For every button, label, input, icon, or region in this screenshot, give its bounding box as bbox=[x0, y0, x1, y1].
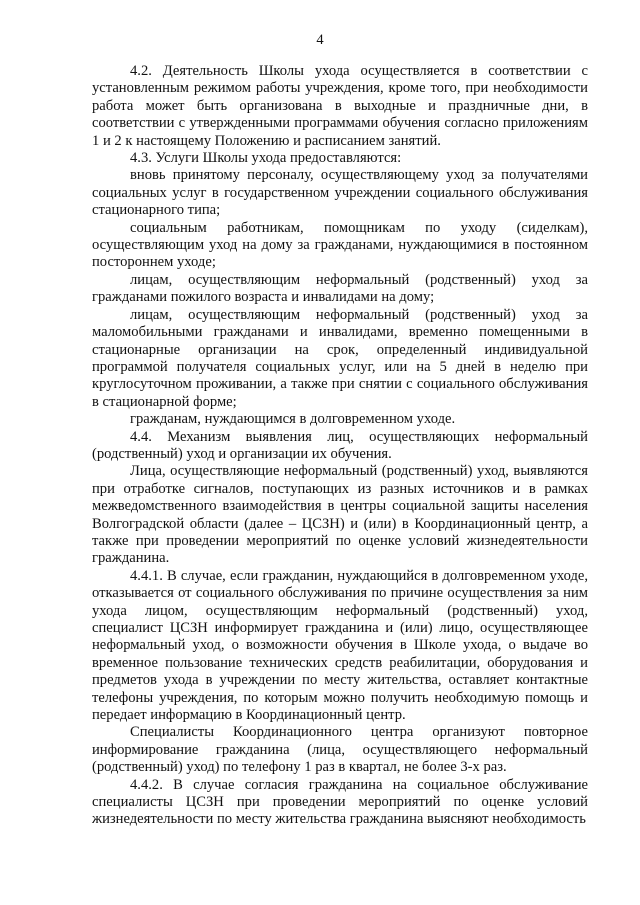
paragraph-repeat-informing: Специалисты Координационного центра организуют повторное информирование гражданина (лица, осуществляющего неформальный (родственный) уход) по телефону 1 раз в квартал, не более 3-х раз. bbox=[92, 724, 588, 776]
list-item-new-staff: вновь принятому персоналу, осуществляющему уход за получателями социальных услуг в государственном учреждении социального обслуживания стационарного типа; bbox=[92, 167, 588, 219]
paragraph-identification: Лица, осуществляющие неформальный (родственный) уход, выявляются при отработке сигналов, поступающих из разных источников и в рамках межведомственного взаимодействия в центры социальной защиты населения Волгоградской области (далее – ЦСЗН) и (или) в Координационный центр, а также при проведении мероприятий по оценке условий жизнедеятельности гражданина. bbox=[92, 463, 588, 567]
list-item-social-workers: социальным работникам, помощникам по уходу (сиделкам), осуществляющим уход на дому за гражданами, нуждающимися в постоянном постороннем уходе; bbox=[92, 219, 588, 271]
paragraph-4-4-2: 4.4.2. В случае согласия гражданина на социальное обслуживание специалисты ЦСЗН при проведении мероприятий по оценке условий жизнедеятельности по месту жительства гражданина выясняют необходимость bbox=[92, 776, 588, 828]
list-item-citizens-long-term-care: гражданам, нуждающимся в долговременном уходе. bbox=[130, 411, 456, 428]
paragraph-4-4-1: 4.4.1. В случае, если гражданин, нуждающийся в долговременном уходе, отказывается от социального обслуживания по причине осуществления за ним ухода лицом, осуществляющим неформальный (родственный) уход, специалист ЦСЗН информирует гражданина и (или) лицо, осуществляющее неформальный уход, о возможности обучения в Школе ухода, о выдаче во временное пользование технических средств реабилитации, оборудования и предметов ухода в учреждении по месту жительства, оставляет контактные телефоны учреждения, по которым можно получить необходимую помощь и передает информацию в Координационный центр. bbox=[92, 567, 588, 724]
paragraph-4-2: 4.2. Деятельность Школы ухода осуществляется в соответствии с установленным режимом работы учреждения, кроме того, при необходимости работа может быть организована в выходные и праздничные дни, в соответствии с утвержденными программами обучения согласно приложениям 1 и 2 к настоящему Положению и расписанием занятий. bbox=[92, 63, 588, 149]
paragraph-4-3: 4.3. Услуги Школы ухода предоставляются: bbox=[130, 150, 402, 167]
page-number: 4 bbox=[316, 32, 324, 48]
paragraph-4-4: 4.4. Механизм выявления лиц, осуществляющих неформальный (родственный) уход и организации их обучения. bbox=[92, 428, 588, 462]
list-item-informal-caregivers-home: лицам, осуществляющим неформальный (родственный) уход за гражданами пожилого возраста и инвалидами на дому; bbox=[92, 271, 588, 306]
document-body bbox=[92, 63, 588, 829]
list-item-informal-caregivers-inpatient: лицам, осуществляющим неформальный (родственный) уход за маломобильными гражданами и инвалидами, временно помещенными в стационарные организации на срок, определенный индивидуальной программой получателя социальных услуг, или на 5 дней в неделю при круглосуточном проживании, а также при снятии с социального обслуживания в стационарной форме; bbox=[92, 306, 588, 410]
